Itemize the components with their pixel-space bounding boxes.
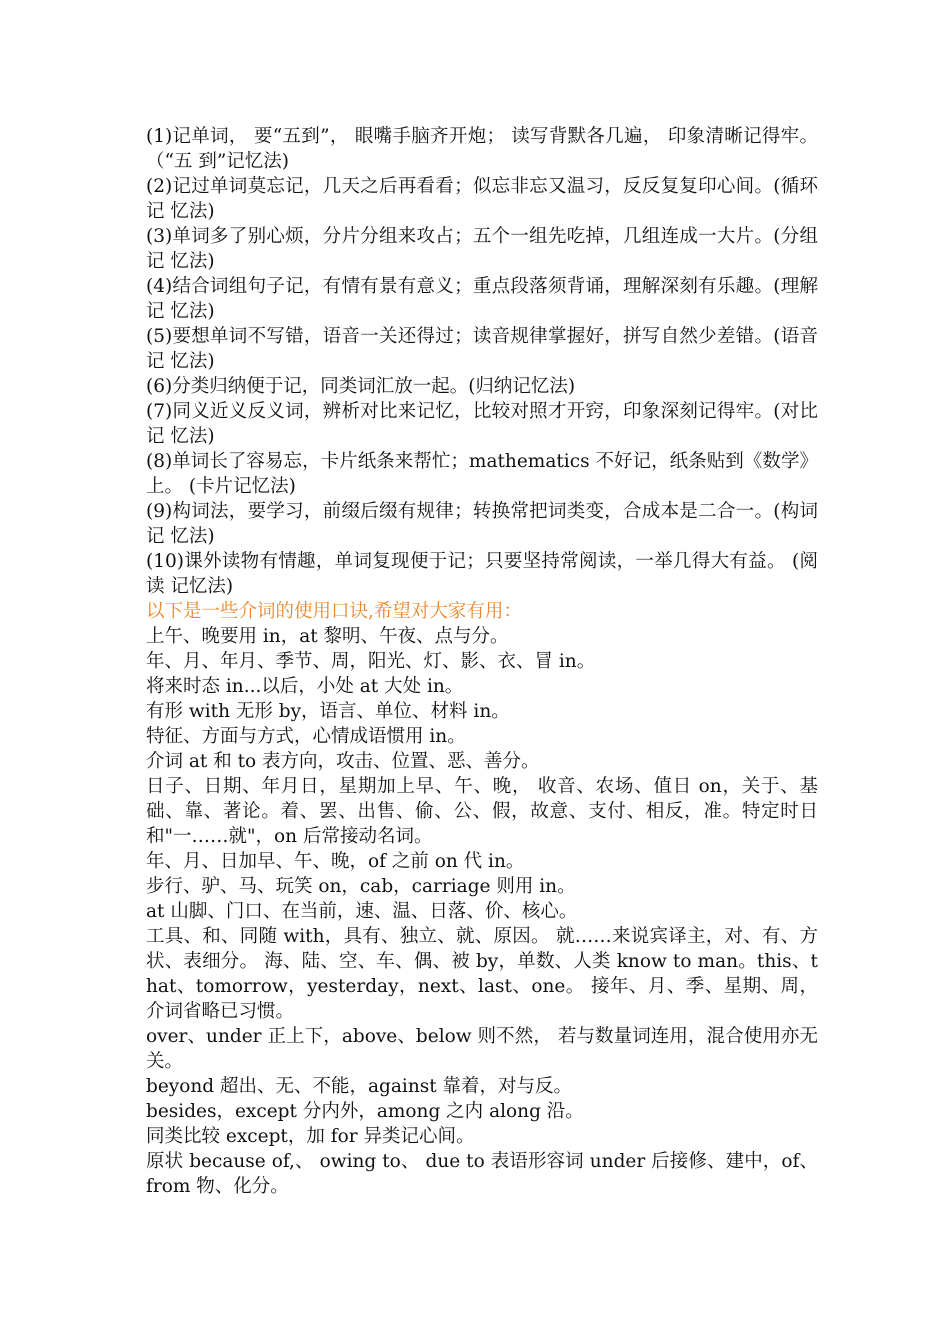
- memory-tip-6: (6)分类归纳便于记，同类词汇放一起。(归纳记忆法): [146, 376, 576, 397]
- memory-tip-4: (4)结合词组句子记，有情有景有意义；重点段落须背诵，理解深刻有乐趣。(理解记 忆法): [146, 276, 818, 322]
- memory-tip-1: (1)记单词， 要“五到”， 眼嘴手脑齐开炮； 读写背默各几遍， 印象清晰记得牢。 （“五 到”记忆法): [146, 126, 818, 172]
- memory-tip-2: (2)记过单词莫忘记，几天之后再看看；似忘非忘又温习，反反复复印心间。(循环记 忆法): [146, 176, 818, 222]
- memory-tip-9: (9)构词法，要学习，前缀后缀有规律；转换常把词类变，合成本是二合一。(构词记 忆法): [146, 501, 818, 547]
- memory-tip-5: (5)要想单词不写错，语音一关还得过；读音规律掌握好，拼写自然少差错。(语音记 忆法): [146, 326, 818, 372]
- memory-tip-7: (7)同义近义反义词，辨析对比来记忆，比较对照才开窍，印象深刻记得牢。(对比记 忆法): [146, 401, 818, 447]
- prep-rule: at 山脚、门口、在当前，速、温、日落、价、核心。: [146, 901, 578, 922]
- prep-rule: 特征、方面与方式，心情成语惯用 in。: [146, 726, 466, 747]
- preposition-heading: 以下是一些介词的使用口诀,希望对大家有用：: [146, 601, 522, 622]
- memory-tip-8: (8)单词长了容易忘，卡片纸条来帮忙；mathematics 不好记，纸条贴到《数学》上。 (卡片记忆法): [146, 451, 818, 497]
- memory-tip-10: (10)课外读物有情趣，单词复现便于记；只要坚持常阅读，一举几得大有益。 (阅读 记忆法): [146, 551, 818, 597]
- prep-rule: over、under 正上下，above、below 则不然， 若与数量词连用，混合使用亦无关。: [146, 1026, 818, 1072]
- prep-rule: 将来时态 in...以后，小处 at 大处 in。: [146, 676, 464, 697]
- prep-rule: 年、月、年月、季节、周，阳光、灯、影、衣、冒 in。: [146, 651, 596, 672]
- memory-tip-3: (3)单词多了别心烦，分片分组来攻占；五个一组先吃掉，几组连成一大片。(分组记 忆法): [146, 226, 818, 272]
- prep-rule: 日子、日期、年月日，星期加上早、午、晚， 收音、农场、值日 on，关于、基础、靠、著论。着、罢、出售、偷、公、假，故意、支付、相反，准。特定时日和"一……就"，on 后常接动名词。: [146, 776, 818, 847]
- prep-rule: 上午、晚要用 in，at 黎明、午夜、点与分。: [146, 626, 509, 647]
- prep-rule: 有形 with 无形 by，语言、单位、材料 in。: [146, 701, 510, 722]
- prep-rule: 年、月、日加早、午、晚，of 之前 on 代 in。: [146, 851, 525, 872]
- prep-rule: besides，except 分内外，among 之内 along 沿。: [146, 1101, 584, 1122]
- prep-rule: 介词 at 和 to 表方向，攻击、位置、恶、善分。: [146, 751, 540, 772]
- document-body: [146, 124, 818, 1199]
- prep-rule: 工具、和、同随 with，具有、独立、就、原因。 就……来说宾译主，对、有、方状、表细分。 海、陆、空、车、偶、被 by，单数、人类 know to man。this、that、tomorrow，yesterday，next、last、one。 接年、月、季、星期、周，介词省略已习惯。: [146, 926, 818, 1022]
- prep-rule: 同类比较 except，加 for 异类记心间。: [146, 1126, 475, 1147]
- prep-rule: 原状 because of,、 owing to、 due to 表语形容词 under 后接修、建中，of、from 物、化分。: [146, 1151, 818, 1197]
- prep-rule: beyond 超出、无、不能，against 靠着，对与反。: [146, 1076, 573, 1097]
- prep-rule: 步行、驴、马、玩笑 on，cab，carriage 则用 in。: [146, 876, 576, 897]
